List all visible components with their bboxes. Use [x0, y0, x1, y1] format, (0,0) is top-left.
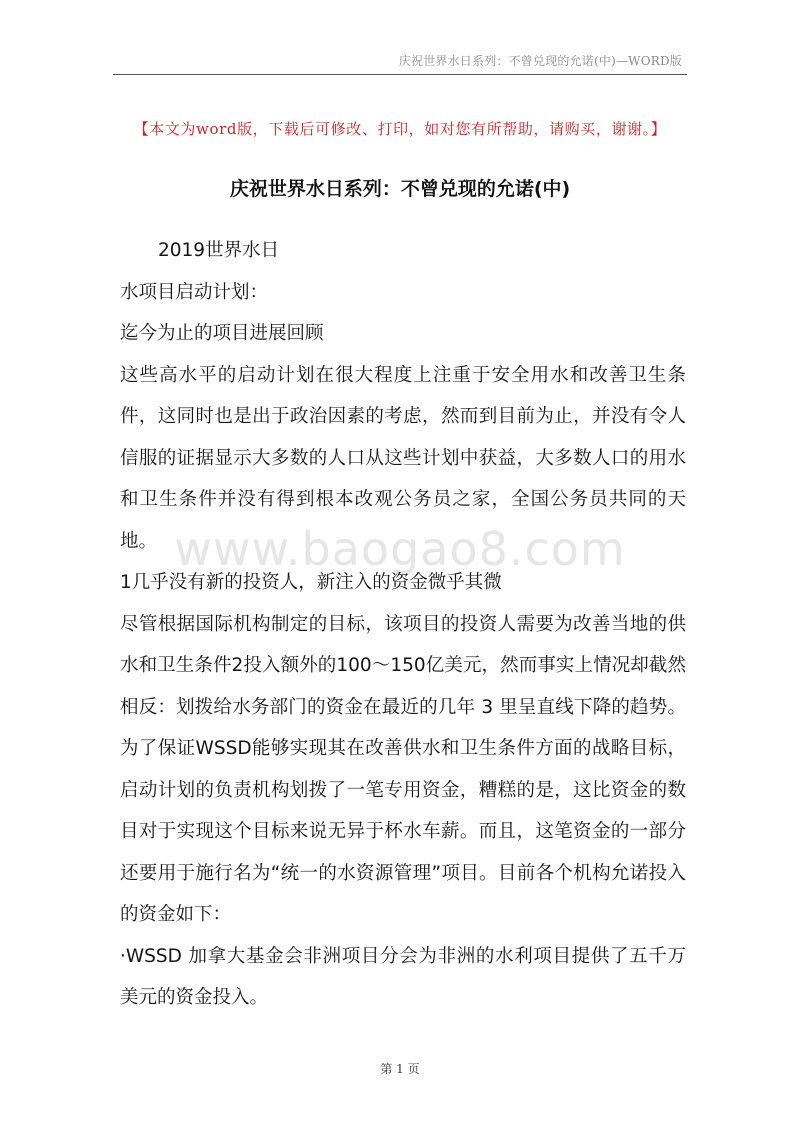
page-number: 第 1 页 [380, 1062, 420, 1076]
word-version-notice: 【本文为word版，下载后可修改、打印，如对您有所帮助，请购买，谢谢。】 [133, 120, 667, 138]
paragraph: ·WSSD 加拿大基金会非洲项目分会为非洲的水利项目提供了五千万美元的资金投入。 [120, 945, 686, 1008]
document-body [120, 230, 686, 1019]
watermark: www.baogao8.com [174, 522, 626, 576]
paragraph-heading: 迄今为止的项目进展回顾 [120, 323, 324, 344]
paragraph-heading: 1几乎没有新的投资人，新注入的资金微乎其微 [120, 572, 502, 593]
header-divider [113, 74, 687, 75]
running-header: 庆祝世界水日系列：不曾兑现的允诺(中)—WORD版 [398, 54, 682, 68]
document-title: 庆祝世界水日系列：不曾兑现的允诺(中) [229, 178, 571, 200]
paragraph-subtitle: 2019世界水日 [158, 240, 280, 261]
paragraph: 尽管根据国际机构制定的目标，该项目的投资人需要为改善当地的供水和卫生条件2投入额外的100～150亿美元，然而事实上情况却截然相反：划拨给水务部门的资金在最近的几年 3 里呈直线下降的趋势。为了保证WSSD能够实现其在改善供水和卫生条件方面的战略目标，启动计划的负责机构划拨了一笔专用资金，糟糕的是，这比资金的数目对于实现这个目标来说无异于杯水车薪。而且，这笔资金的一部分还要用于施行名为“统一的水资源管理”项目。目前各个机构允诺投入的资金如下： [120, 613, 686, 925]
paragraph: 这些高水平的启动计划在很大程度上注重于安全用水和改善卫生条件，这同时也是出于政治因素的考虑，然而到目前为止，并没有令人信服的证据显示大多数的人口从这些计划中获益，大多数人口的用水和卫生条件并没有得到根本改观公务员之家，全国公务员共同的天地。 [120, 364, 686, 552]
paragraph-heading: 水项目启动计划： [120, 281, 269, 303]
